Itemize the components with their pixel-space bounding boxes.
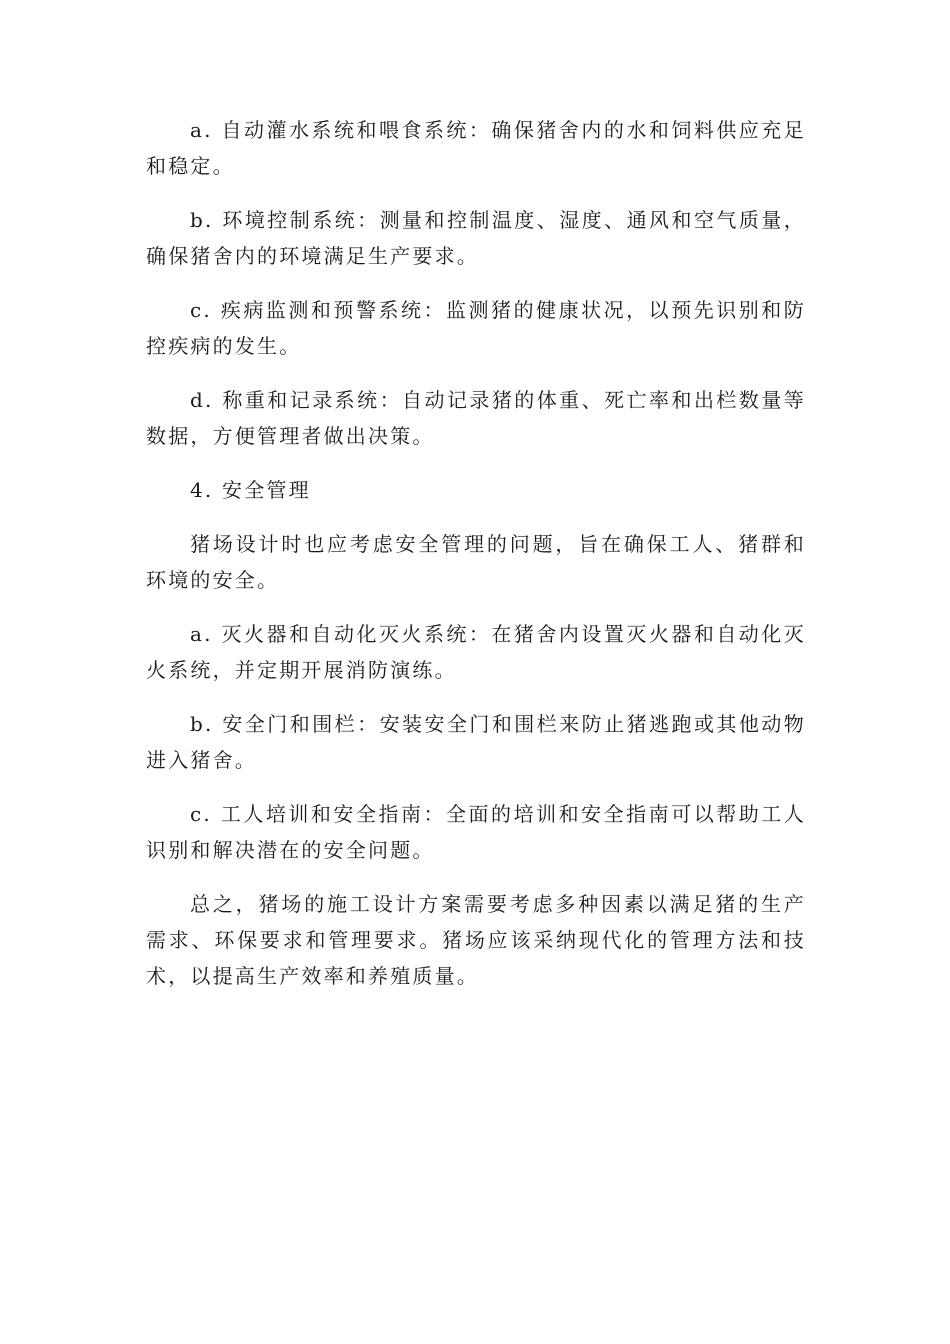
paragraph-safety-intro: 猪场设计时也应考虑安全管理的问题，旨在确保工人、猪群和环境的安全。 bbox=[146, 532, 806, 592]
paragraph-fire-safety: a. 灭火器和自动化灭火系统：在猪舍内设置灭火器和自动化灭火系统，并定期开展消防演练。 bbox=[146, 622, 806, 682]
paragraph-gates-fences: b. 安全门和围栏：安装安全门和围栏来防止猪逃跑或其他动物进入猪舍。 bbox=[146, 712, 806, 772]
paragraph-weighing-records: d. 称重和记录系统：自动记录猪的体重、死亡率和出栏数量等数据，方便管理者做出决策。 bbox=[146, 388, 806, 448]
section-heading-safety: 4. 安全管理 bbox=[190, 478, 311, 502]
paragraph-environment-control: b. 环境控制系统：测量和控制温度、湿度、通风和空气质量，确保猪舍内的环境满足生产要求。 bbox=[146, 208, 806, 268]
document-body bbox=[146, 112, 806, 1012]
paragraph-summary: 总之，猪场的施工设计方案需要考虑多种因素以满足猪的生产需求、环保要求和管理要求。猪场应该采纳现代化的管理方法和技术，以提高生产效率和养殖质量。 bbox=[146, 892, 806, 988]
paragraph-worker-training: c. 工人培训和安全指南：全面的培训和安全指南可以帮助工人识别和解决潜在的安全问题。 bbox=[146, 802, 806, 862]
paragraph-feeding-system: a. 自动灌水系统和喂食系统：确保猪舍内的水和饲料供应充足和稳定。 bbox=[146, 118, 806, 178]
paragraph-disease-monitoring: c. 疾病监测和预警系统：监测猪的健康状况，以预先识别和防控疾病的发生。 bbox=[146, 298, 806, 358]
